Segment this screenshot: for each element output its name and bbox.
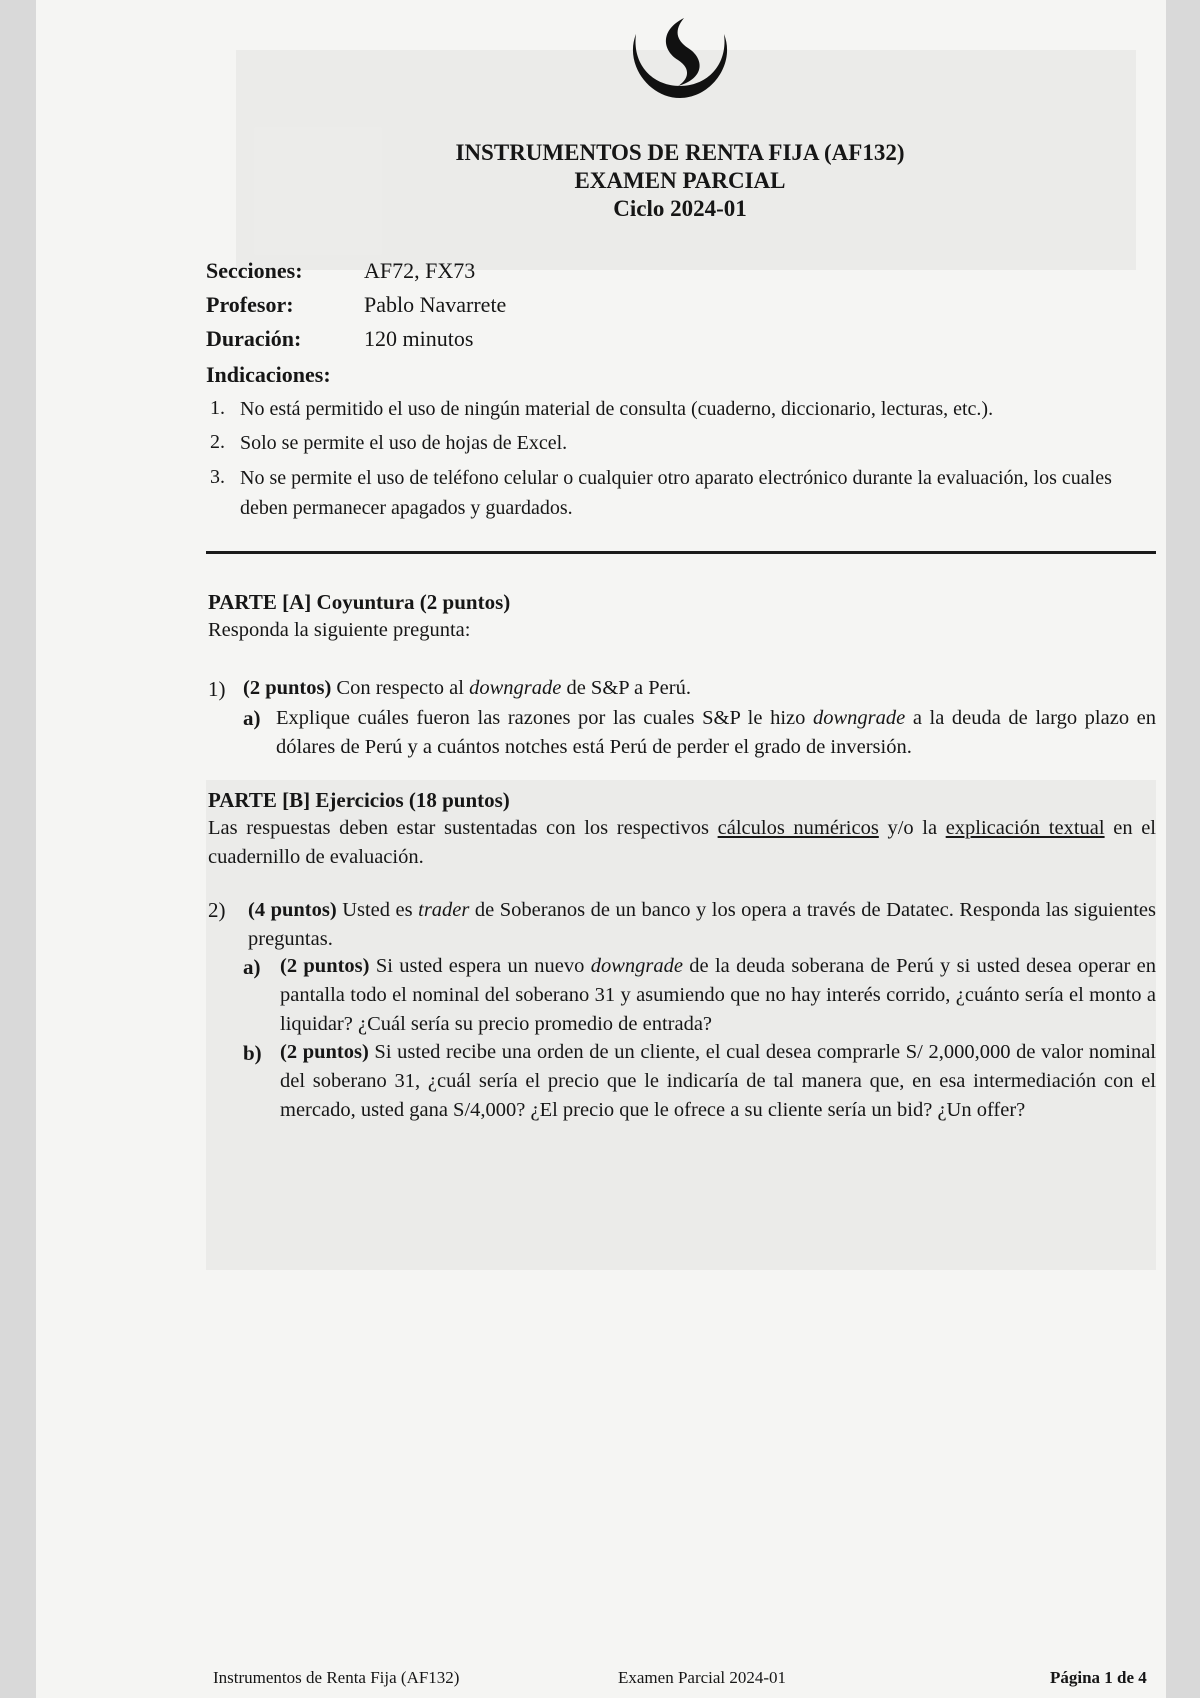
instruction-text: No está permitido el uso de ningún material de consulta (cuaderno, diccionario, lecturas, etc.). xyxy=(240,398,994,420)
question-points: (2 puntos) xyxy=(243,677,332,699)
question-2-text: (4 puntos) Usted es trader de Soberanos de un banco y los opera a través de Datatec. Responda las siguientes preguntas. xyxy=(248,899,1156,950)
instruction-number: 3. xyxy=(210,466,225,488)
cycle-label: Ciclo 2024-01 xyxy=(613,196,747,221)
question-number: 2) xyxy=(208,898,226,922)
sections-label: Secciones: xyxy=(206,258,303,283)
question-1a-text: Explique cuáles fueron las razones por las cuales S&P le hizo downgrade a la deuda de largo plazo en dólares de Perú y a cuántos notches está Perú de perder el grado de inversión. xyxy=(276,707,1157,758)
duration-value: 120 minutos xyxy=(364,326,474,351)
duration-label: Duración: xyxy=(206,326,302,351)
question-points: (4 puntos) xyxy=(248,899,337,921)
subquestion-letter: a) xyxy=(243,706,261,730)
question-2a-text: (2 puntos) Si usted espera un nuevo downgrade de la deuda soberana de Perú y si usted desea operar en pantalla todo el nominal del soberano 31 y asumiendo que no hay interés corrido, ¿cuánto sería el monto a liquidar? ¿Cuál sería su precio promedio de entrada? xyxy=(280,955,1157,1035)
instruction-text: No se permite el uso de teléfono celular o cualquier otro aparato electrónico durante la evaluación, los cuales deben permanecer apagados y guardados. xyxy=(240,467,1112,519)
question-1-text: (2 puntos) Con respecto al downgrade de S&P a Perú. xyxy=(243,677,691,699)
professor-label: Profesor: xyxy=(206,292,294,317)
question-number: 1) xyxy=(208,677,226,701)
subquestion-letter: a) xyxy=(243,955,261,979)
instruction-number: 1. xyxy=(210,397,225,419)
professor-value: Pablo Navarrete xyxy=(364,292,507,317)
subquestion-letter: b) xyxy=(243,1041,262,1065)
section-divider xyxy=(206,551,1156,554)
footer-page-number: Página 1 de 4 xyxy=(1050,1668,1147,1687)
instruction-text: Solo se permite el uso de hojas de Excel. xyxy=(240,432,568,454)
course-title: INSTRUMENTOS DE RENTA FIJA (AF132) xyxy=(455,140,905,165)
footer-course: Instrumentos de Renta Fija (AF132) xyxy=(213,1668,460,1687)
part-b-intro: Las respuestas deben estar sustentadas con los respectivos cálculos numéricos y/o la explicación textual en el cuadernillo de evaluación. xyxy=(208,817,1156,868)
sections-value: AF72, FX73 xyxy=(364,258,476,283)
instruction-number: 2. xyxy=(210,431,225,453)
part-a-intro: Responda la siguiente pregunta: xyxy=(208,619,471,641)
upc-logo-icon xyxy=(624,14,736,100)
exam-title: EXAMEN PARCIAL xyxy=(574,168,786,193)
instructions-label: Indicaciones: xyxy=(206,362,331,387)
part-a-title: PARTE [A] Coyuntura (2 puntos) xyxy=(208,590,511,614)
part-b-title: PARTE [B] Ejercicios (18 puntos) xyxy=(208,788,510,812)
question-2b-text: (2 puntos) Si usted recibe una orden de un cliente, el cual desea comprarle S/ 2,000,000 de valor nominal del soberano 31, ¿cuál sería el precio que le indicaría de tal manera que, en esa intermediación con el mercado, usted gana S/4,000? ¿El precio que le ofrece a su cliente sería un bid? ¿Un offer? xyxy=(280,1041,1157,1121)
footer-exam: Examen Parcial 2024-01 xyxy=(618,1668,787,1687)
